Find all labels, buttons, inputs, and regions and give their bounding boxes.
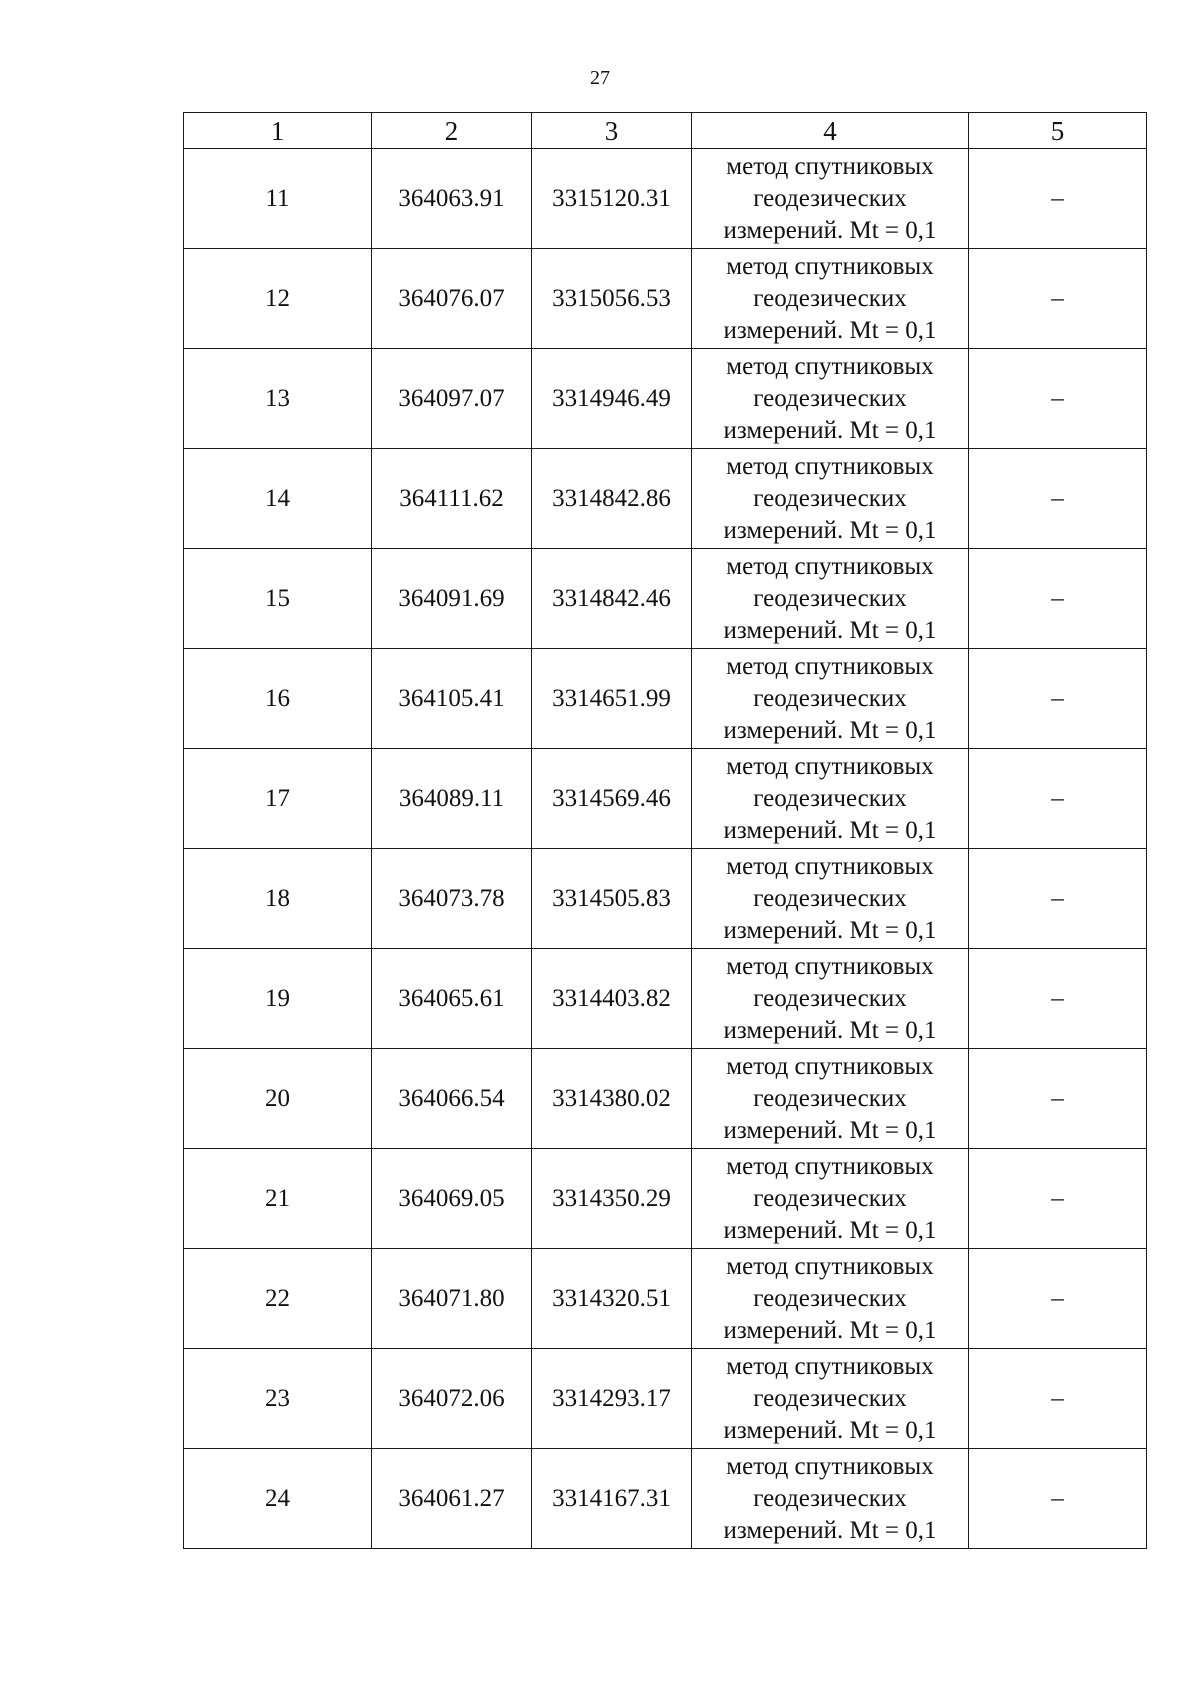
table-row <box>184 349 1147 449</box>
method-cell <box>692 1449 969 1549</box>
x-coordinate-cell: 364069.05 <box>372 1149 532 1249</box>
method-line: измерений. Mt = 0,1 <box>723 816 937 844</box>
method-cell <box>692 749 969 849</box>
method-line: метод спутниковых <box>726 452 934 480</box>
note-cell: – <box>969 249 1147 349</box>
column-header-2: 2 <box>372 113 532 149</box>
x-coordinate-cell: 364061.27 <box>372 1449 532 1549</box>
coordinates-table <box>183 112 1147 1549</box>
method-cell <box>692 1049 969 1149</box>
x-coordinate-cell: 364091.69 <box>372 549 532 649</box>
point-number-cell: 23 <box>184 1349 372 1449</box>
table-row <box>184 1149 1147 1249</box>
method-line: измерений. Mt = 0,1 <box>723 316 937 344</box>
method-line: измерений. Mt = 0,1 <box>723 916 937 944</box>
note-cell: – <box>969 1449 1147 1549</box>
table-row <box>184 949 1147 1049</box>
y-coordinate-cell: 3314403.82 <box>532 949 692 1049</box>
method-cell <box>692 149 969 249</box>
column-header-4: 4 <box>692 113 969 149</box>
point-number-cell: 12 <box>184 249 372 349</box>
table-row <box>184 1349 1147 1449</box>
method-line: метод спутниковых <box>726 752 934 780</box>
method-line: метод спутниковых <box>726 152 934 180</box>
y-coordinate-cell: 3314842.46 <box>532 549 692 649</box>
point-number-cell: 17 <box>184 749 372 849</box>
x-coordinate-cell: 364089.11 <box>372 749 532 849</box>
note-cell: – <box>969 349 1147 449</box>
x-coordinate-cell: 364071.80 <box>372 1249 532 1349</box>
note-cell: – <box>969 1049 1147 1149</box>
method-cell <box>692 449 969 549</box>
note-cell: – <box>969 1149 1147 1249</box>
method-line: измерений. Mt = 0,1 <box>723 616 937 644</box>
y-coordinate-cell: 3314946.49 <box>532 349 692 449</box>
method-cell <box>692 549 969 649</box>
point-number-cell: 22 <box>184 1249 372 1349</box>
method-cell <box>692 349 969 449</box>
point-number-cell: 21 <box>184 1149 372 1249</box>
column-header-3: 3 <box>532 113 692 149</box>
y-coordinate-cell: 3314651.99 <box>532 649 692 749</box>
x-coordinate-cell: 364111.62 <box>372 449 532 549</box>
method-line: геодезических <box>753 1484 907 1512</box>
method-line: метод спутниковых <box>726 1152 934 1180</box>
method-line: геодезических <box>753 684 907 712</box>
table-row <box>184 649 1147 749</box>
point-number-cell: 20 <box>184 1049 372 1149</box>
method-line: геодезических <box>753 884 907 912</box>
method-cell <box>692 1349 969 1449</box>
y-coordinate-cell: 3315056.53 <box>532 249 692 349</box>
method-line: метод спутниковых <box>726 1352 934 1380</box>
y-coordinate-cell: 3314320.51 <box>532 1249 692 1349</box>
x-coordinate-cell: 364066.54 <box>372 1049 532 1149</box>
method-line: метод спутниковых <box>726 852 934 880</box>
method-cell <box>692 249 969 349</box>
method-line: геодезических <box>753 584 907 612</box>
note-cell: – <box>969 749 1147 849</box>
point-number-cell: 15 <box>184 549 372 649</box>
method-cell <box>692 649 969 749</box>
table-row <box>184 1449 1147 1549</box>
y-coordinate-cell: 3314380.02 <box>532 1049 692 1149</box>
method-line: геодезических <box>753 984 907 1012</box>
note-cell: – <box>969 949 1147 1049</box>
method-cell <box>692 949 969 1049</box>
method-line: метод спутниковых <box>726 952 934 980</box>
method-line: измерений. Mt = 0,1 <box>723 1416 937 1444</box>
table-row <box>184 149 1147 249</box>
point-number-cell: 13 <box>184 349 372 449</box>
note-cell: – <box>969 149 1147 249</box>
x-coordinate-cell: 364072.06 <box>372 1349 532 1449</box>
method-line: измерений. Mt = 0,1 <box>723 1316 937 1344</box>
y-coordinate-cell: 3314842.86 <box>532 449 692 549</box>
y-coordinate-cell: 3315120.31 <box>532 149 692 249</box>
table-row <box>184 449 1147 549</box>
y-coordinate-cell: 3314569.46 <box>532 749 692 849</box>
y-coordinate-cell: 3314167.31 <box>532 1449 692 1549</box>
note-cell: – <box>969 1349 1147 1449</box>
y-coordinate-cell: 3314505.83 <box>532 849 692 949</box>
method-line: метод спутниковых <box>726 1452 934 1480</box>
x-coordinate-cell: 364073.78 <box>372 849 532 949</box>
method-line: геодезических <box>753 484 907 512</box>
point-number-cell: 14 <box>184 449 372 549</box>
x-coordinate-cell: 364063.91 <box>372 149 532 249</box>
column-header-1: 1 <box>184 113 372 149</box>
method-cell <box>692 849 969 949</box>
point-number-cell: 18 <box>184 849 372 949</box>
point-number-cell: 19 <box>184 949 372 1049</box>
page-number: 27 <box>590 67 610 89</box>
note-cell: – <box>969 1249 1147 1349</box>
point-number-cell: 11 <box>184 149 372 249</box>
method-line: измерений. Mt = 0,1 <box>723 216 937 244</box>
method-line: геодезических <box>753 1184 907 1212</box>
method-line: измерений. Mt = 0,1 <box>723 716 937 744</box>
method-line: измерений. Mt = 0,1 <box>723 1016 937 1044</box>
method-line: измерений. Mt = 0,1 <box>723 1516 937 1544</box>
method-line: метод спутниковых <box>726 1052 934 1080</box>
method-line: геодезических <box>753 1384 907 1412</box>
method-line: геодезических <box>753 784 907 812</box>
method-line: измерений. Mt = 0,1 <box>723 516 937 544</box>
y-coordinate-cell: 3314350.29 <box>532 1149 692 1249</box>
method-line: геодезических <box>753 284 907 312</box>
table-row <box>184 1049 1147 1149</box>
x-coordinate-cell: 364076.07 <box>372 249 532 349</box>
x-coordinate-cell: 364097.07 <box>372 349 532 449</box>
note-cell: – <box>969 549 1147 649</box>
table-row <box>184 1249 1147 1349</box>
table-body <box>184 149 1147 1549</box>
table-row <box>184 749 1147 849</box>
x-coordinate-cell: 364105.41 <box>372 649 532 749</box>
method-line: геодезических <box>753 1284 907 1312</box>
table-row <box>184 249 1147 349</box>
method-line: измерений. Mt = 0,1 <box>723 1216 937 1244</box>
table-row <box>184 849 1147 949</box>
method-line: метод спутниковых <box>726 552 934 580</box>
table-row <box>184 549 1147 649</box>
point-number-cell: 24 <box>184 1449 372 1549</box>
method-cell <box>692 1149 969 1249</box>
method-line: геодезических <box>753 1084 907 1112</box>
method-line: метод спутниковых <box>726 652 934 680</box>
table-header-row <box>184 113 1147 149</box>
method-line: метод спутниковых <box>726 352 934 380</box>
note-cell: – <box>969 649 1147 749</box>
method-line: геодезических <box>753 184 907 212</box>
method-line: измерений. Mt = 0,1 <box>723 416 937 444</box>
method-cell <box>692 1249 969 1349</box>
method-line: геодезических <box>753 384 907 412</box>
x-coordinate-cell: 364065.61 <box>372 949 532 1049</box>
note-cell: – <box>969 849 1147 949</box>
note-cell: – <box>969 449 1147 549</box>
y-coordinate-cell: 3314293.17 <box>532 1349 692 1449</box>
method-line: метод спутниковых <box>726 1252 934 1280</box>
column-header-5: 5 <box>969 113 1147 149</box>
point-number-cell: 16 <box>184 649 372 749</box>
method-line: метод спутниковых <box>726 252 934 280</box>
method-line: измерений. Mt = 0,1 <box>723 1116 937 1144</box>
